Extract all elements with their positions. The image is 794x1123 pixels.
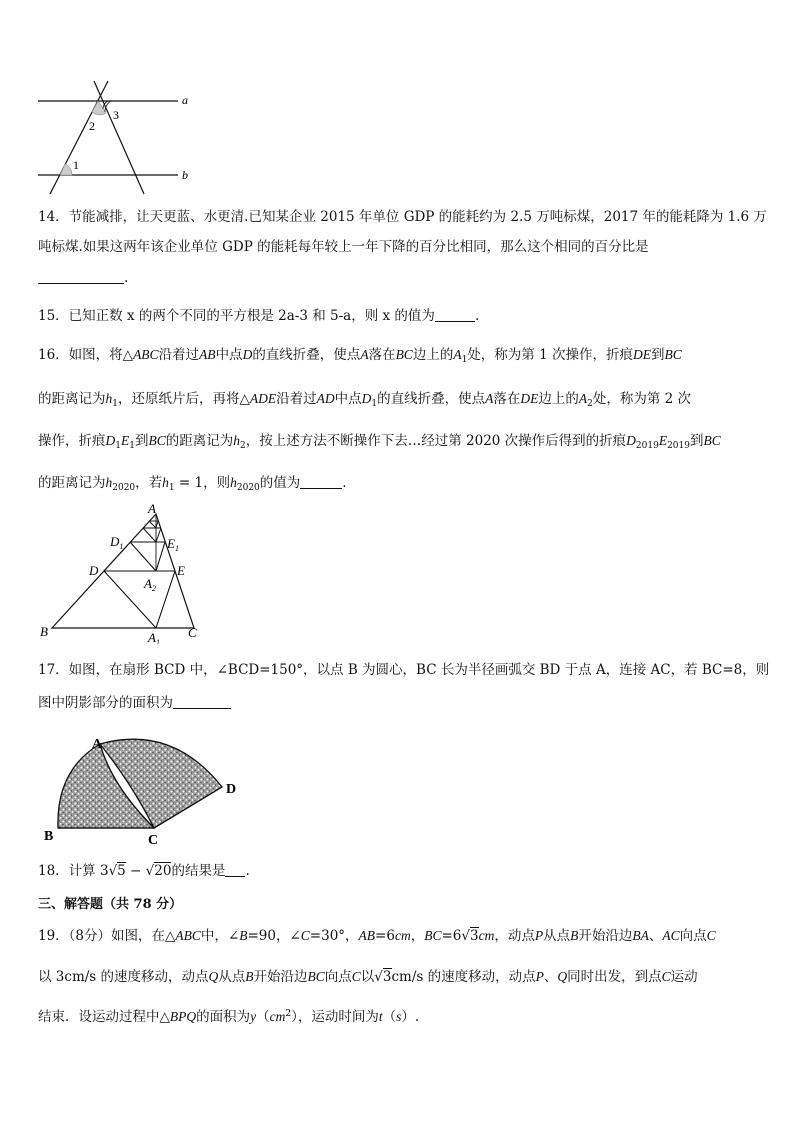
question-19-line-3: 结束．设运动过程中△BPQ的面积为$y(cm^2)$，运动时间为t（s）. [38,1009,420,1025]
question-17-line-1: 17．如图，在扇形 BCD 中，∠BCD=150°，以点 B 为圆心，BC 长为半径画弧交 BD 于点 A，连接 AC，若 BC=8，则 [38,662,770,678]
label-D1: $D_1$ [110,534,124,551]
question-18: 18．计算 3√5 − √20的结果是 . [38,863,250,879]
fold-e-a1 [156,571,175,628]
label-D: D [226,782,237,797]
transversal-right [94,81,144,194]
label-A: A [148,502,156,516]
sector-figure [38,730,248,850]
sqrt-symbol: √ [461,928,470,944]
label-C: C [188,625,197,640]
label-a: a [182,93,188,107]
label-A2: $A_2$ [144,576,156,593]
question-16-line-2: 的距离记为$h_1$，还原纸片后，再将△ADE沿着过AD中点$D_1$的直线折叠，使点A落在DE边上的$A_2$处，称为第 2 次 [38,391,692,409]
question-15: 15．已知正数 x 的两个不同的平方根是 2a-3 和 5-a，则 x 的值为 . [38,308,480,324]
question-19-line-2: 以 3cm/s 的速度移动，动点Q从点B开始沿边BC向点C以√3cm/s 的速度移动，动点P、Q同时出发，到点C运动 [38,969,698,985]
answer-blank [225,863,245,877]
parallel-lines-figure [36,78,206,196]
question-14-line-2: 吨标煤.如果这两年该企业单位 GDP 的能耗每年较上一年下降的百分比相同，那么这个相同的百分比是 [38,239,649,255]
label-A1: $A_1$ [148,630,160,644]
label-E: E [177,563,185,578]
question-14-line-1: 14．节能减排，让天更蓝、水更清.已知某企业 2015 年单位 GDP 的能耗约为 2.5 万吨标煤，2017 年的能耗降为 1.6 万 [38,209,767,225]
transversal-left [50,81,108,194]
label-E1: $E_1$ [167,536,179,553]
answer-blank [435,308,475,322]
question-16-line-4: 的距离记为$h_{2020}$，若$h_1 = 1$，则$h_{2020}$的值为 . [38,475,347,493]
answer-blank [300,475,342,489]
label-C: C [148,833,159,848]
label-angle-1: 1 [73,158,79,172]
question-16-line-1: 16．如图，将△ABC沿着过AB中点D的直线折叠，使点A落在BC边上的$A_1$处，称为第 1 次操作，折痕DE到BC [38,347,682,365]
question-17-line-2: 图中阴影部分的面积为 [38,695,756,712]
fold-3a [143,528,156,542]
label-D: D [89,563,99,578]
question-19-line-1: 19．（8分）如图，在△ABC中，∠B=90，∠C=30°，AB=6cm，BC=6√3cm，动点P从点B开始沿边BA、AC向点C [38,928,716,944]
sqrt-symbol: √ [108,863,118,879]
sqrt-symbol: √ [145,863,155,879]
fold-3b [156,528,161,542]
label-angle-3: 3 [113,108,119,122]
fold-d1-a2 [130,542,156,571]
label-B: B [40,624,48,639]
answer-blank [38,270,124,284]
label-angle-2: 2 [89,119,95,133]
question-16-line-3: 操作，折痕$D_1E_1$到BC的距离记为$h_2$，按上述方法不断操作下去…经过第 2020 次操作后得到的折痕$D_{2019}E_{2019}$到BC [38,433,721,451]
label-A: A [92,737,103,752]
fold-e1-a2 [156,542,165,571]
label-b: b [182,168,188,182]
sqrt-symbol: √ [374,969,383,985]
folding-triangle-figure [36,502,216,644]
section-heading: 三、解答题（共 78 分） [38,897,183,912]
label-B: B [44,829,54,844]
fold-4a [149,521,156,528]
question-14-line-3: . [38,270,756,287]
angle-1-shade [60,164,72,175]
answer-blank [173,695,231,709]
